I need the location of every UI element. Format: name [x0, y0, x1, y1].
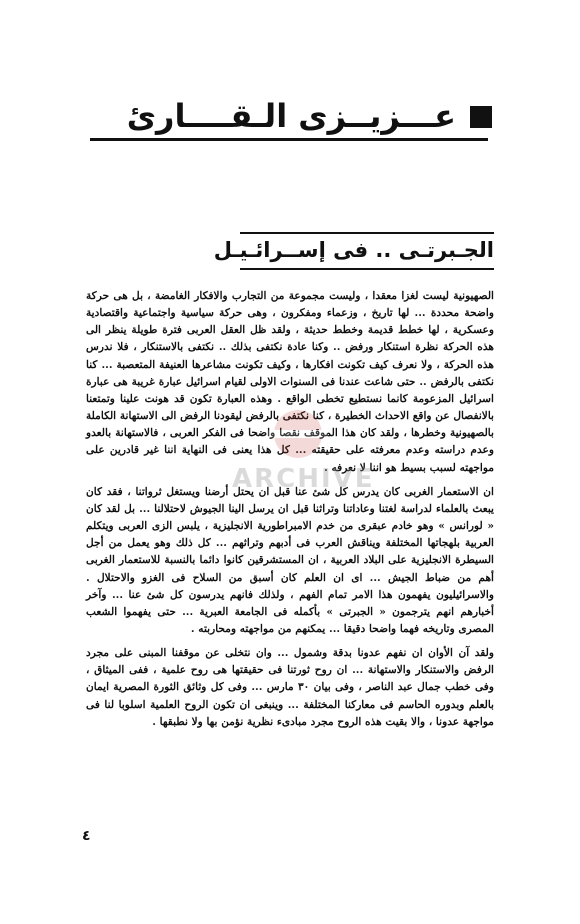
page-number: ٤ [82, 828, 91, 844]
article-title: الجـبرتـى .. فى إســرائـيـل [213, 238, 494, 262]
header-square-marker [470, 106, 492, 128]
watermark-text: ARCHIVE [232, 464, 375, 494]
column-title: عـــزيــزى الـقــــارئ [126, 97, 456, 135]
header-underline [90, 138, 488, 141]
article-paragraph-3: ولقد آن الأوان ان نفهم عدونا بدقة وشمول ... وان نتخلى عن موقفنا المبنى على مجرد الرفض والاستنكار والاستهانة ... ان روح ثورتنا فى حقيقتها هى روح علمية ، ففى الميثاق ، وفى خطب جمال عبد الناصر ، وفى بيان ٣٠ مارس ... وفى كل وثائق الثورة المصرية ايمان بالعلم وبدوره الحاسم فى معاركنا المختلفة ... وينبغى ان تكون الروح العلمية اسلوبا لنا فى مواجهة عدونا ، والا بقيت هذه الروح مجرد مبادىء نظرية نؤمن بها ولا نطبقها . [86, 647, 494, 728]
column-header [92, 70, 492, 135]
article-body [86, 288, 494, 738]
article-title-rule-top [240, 232, 494, 234]
article-paragraph-2: ان الاستعمار الغربى كان يدرس كل شئ عنا قبل ان يحتل أرضنا ويستغل ثرواتنا ، فقد كان يبعث بالعلماء لدراسة لغتنا وعاداتنا وتراثنا قبل ان يرسل الينا الجيوش لاحتلالنا ... بل لقد كان « لورانس » وهو خادم عبقرى من خدم الامبراطورية الانجليزية ، يلبس الزى العربى ويتكلم العربية بلهجاتها المختلفة ويناقش العرب فى أدبهم وتراثهم ... كل ذلك وهو يعمل من أجل السيطرة الانجليزية على البلاد العربية ، ان المستشرقين كانوا دائما بالنسبة للاستعمار الغربى أهم من ضباط الجيش ... اى ان العلم كان أسبق من السلاح فى الغزو والاحتلال . والاسرائيليون يفهمون هذا الامر تمام الفهم ، ولذلك فانهم يدرسون كل شئ عنا ... وآخر أخبارهم انهم يترجمون « الجبرتى » بأكمله فى الجامعة العبرية ... حتى يفهموا الشعب المصرى وتاريخه فهما واضحا دقيقا ... يمكنهم من مواجهته ومحاربته . [86, 485, 494, 635]
article-paragraph-1: الصهيونية ليست لغزا معقدا ، وليست مجموعة من التجارب والافكار الغامضة ، بل هى حركة واضحة محددة ... لها تاريخ ، وزعماء ومفكرون ، وهى حركة سياسية واجتماعية واقتصادية وعسكرية ، لها خطط قديمة وخطط حديثة ، ولقد ظل العقل العربى فترة طويلة ينظر الى هذه الحركة نظرة استنكار ورفض .. وكنا عادة نكتفى بذلك .. نكتفى بالاستنكار ، فلا ندرس هذه الحركة ، ولا نعرف كيف تكونت افكارها ، وكيف تكونت مشاعرها العنيفة المتعصبة ... كنا نكتفى بالرفض .. حتى شاعت عندنا فى السنوات الاولى لقيام اسرائيل عبارة غريبة هى عبارة اسرائيل المزعومة كانما نستطيع تخطى الواقع . وهذه العبارة تكون قد هونت علينا وتمتعنا بالانفصال عن واقع الاحداث الخطيرة ، كنا نكتفى بالرفض ليقودنا الرفض الى الاستهانة الكاملة بالصهيونية وخطرها ، ولقد كان هذا الموقف نقصا واضحا فى الفكر العربى ، فالاستهانة بالعدو وعدم دراسته وعدم معرفته على حقيقته ... كل هذا يعنى فى النهاية اننا غير قادرين على مواجهته لسبب بسيط هو اننا لا نعرفه . [86, 290, 494, 474]
article-title-rule-bottom [240, 268, 494, 270]
